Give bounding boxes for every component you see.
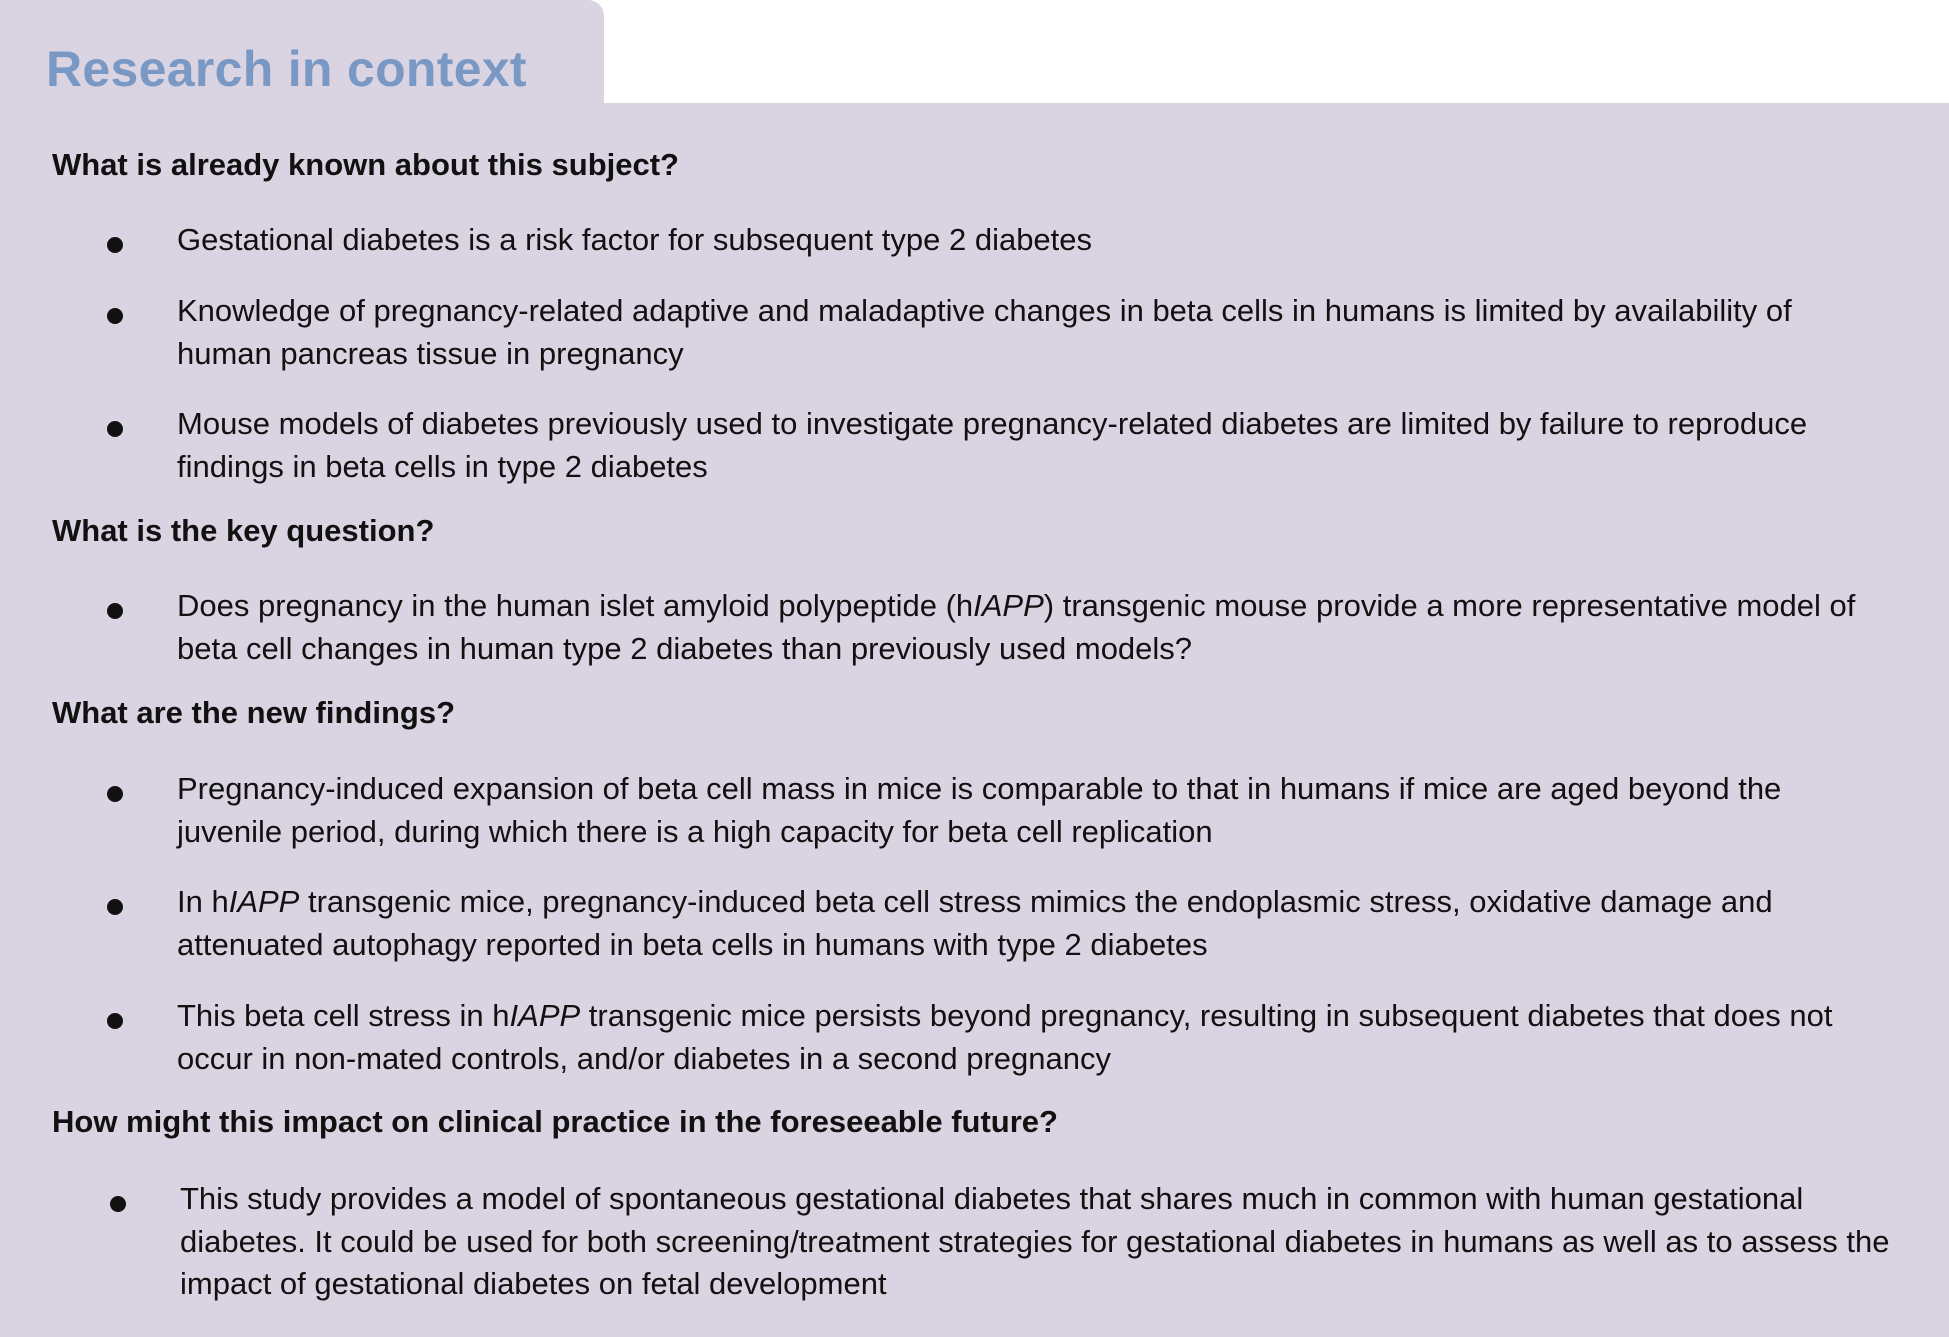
gene-name: IAPP <box>228 884 300 919</box>
list-item-text: Pregnancy-induced expansion of beta cell mass in mice is comparable to that in humans if mice are aged beyond the juvenile period, during which there is a high capacity for beta cell replication <box>177 771 1782 849</box>
list-item-text: Mouse models of diabetes previously used to investigate pregnancy-related diabetes are limited by failure to reproduce findings in beta cells in type 2 diabetes <box>177 406 1808 484</box>
bullet-icon <box>107 603 123 619</box>
bullet-icon <box>110 1196 126 1212</box>
list-item-text: In hIAPP transgenic mice, pregnancy-induced beta cell stress mimics the endoplasmic stress, oxidative damage and attenuated autophagy reported in beta cells in humans with type 2 diabetes <box>177 884 1773 962</box>
section-heading-clinical-impact: How might this impact on clinical practice in the foreseeable future? <box>52 1104 1058 1139</box>
list-item-text: This study provides a model of spontaneous gestational diabetes that shares much in common with human gestational diabetes. It could be used for both screening/treatment strategies for gestational diabetes in humans as well as to assess the impact of gestational diabetes on fetal development <box>180 1181 1890 1301</box>
page-title: Research in context <box>46 41 527 97</box>
research-in-context-panel <box>0 103 1949 1337</box>
list-item-text: Does pregnancy in the human islet amyloid polypeptide (hIAPP) transgenic mouse provide a more representative model of beta cell changes in human type 2 diabetes than previously used models? <box>177 588 1856 666</box>
section-heading-key-question: What is the key question? <box>52 513 435 548</box>
section-heading-known: What is already known about this subject? <box>52 147 679 182</box>
title-tab <box>0 0 604 110</box>
bullet-icon <box>107 421 123 437</box>
bullet-icon <box>107 308 123 324</box>
gene-name: IAPP <box>509 998 581 1033</box>
gene-name: IAPP <box>973 588 1044 623</box>
bullet-icon <box>107 1013 123 1029</box>
bullet-icon <box>107 899 123 915</box>
bullet-icon <box>107 786 123 802</box>
list-item-text: Gestational diabetes is a risk factor for subsequent type 2 diabetes <box>177 222 1093 257</box>
list-item-text: This beta cell stress in hIAPP transgenic mice persists beyond pregnancy, resulting in subsequent diabetes that does not occur in non-mated controls, and/or diabetes in a second pregnancy <box>177 998 1833 1076</box>
bullet-icon <box>107 237 123 253</box>
list-item-text: Knowledge of pregnancy-related adaptive and maladaptive changes in beta cells in humans is limited by availability of human pancreas tissue in pregnancy <box>177 293 1792 371</box>
section-heading-new-findings: What are the new findings? <box>52 695 456 730</box>
